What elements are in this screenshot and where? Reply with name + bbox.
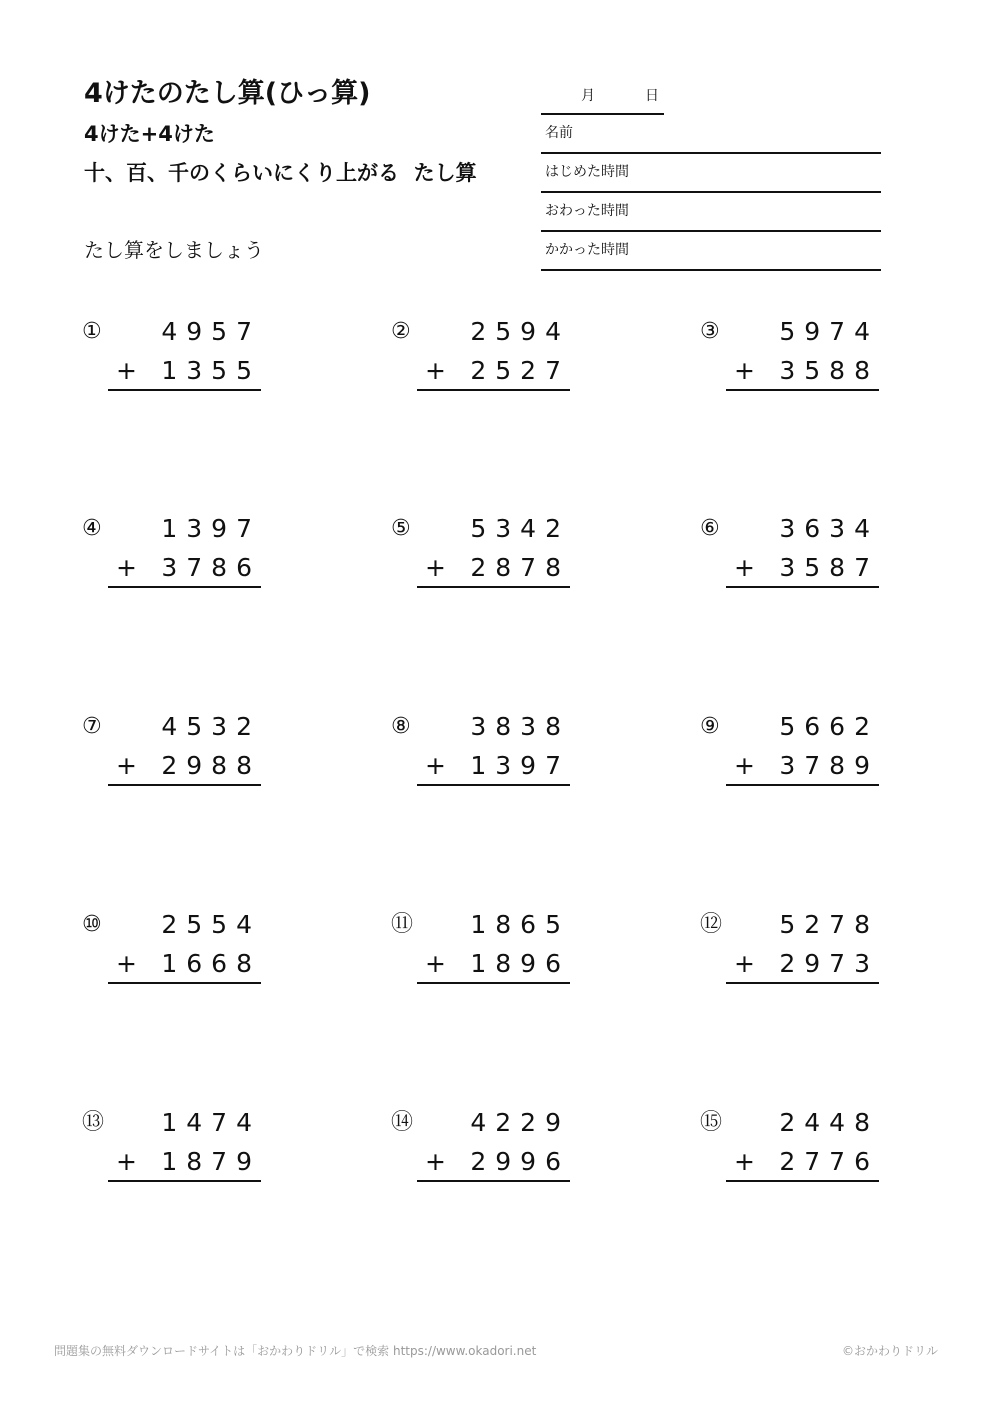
- elapsed-time-field: [541, 232, 881, 271]
- worksheet-description: 十、百、千のくらいにくり上がる たし算: [84, 161, 477, 185]
- footer-copyright: ©おかわりドリル: [841, 1344, 938, 1358]
- addend-bottom-row: [417, 946, 570, 984]
- addend-bottom-row: [726, 353, 879, 391]
- addend-bottom: 3786: [161, 553, 261, 582]
- student-info-box: [541, 74, 881, 271]
- problem-item: [82, 705, 282, 795]
- addend-bottom: 2996: [470, 1147, 570, 1176]
- addend-bottom: 1879: [161, 1147, 261, 1176]
- addend-bottom: 1397: [470, 751, 570, 780]
- addend-bottom-row: [726, 748, 879, 786]
- plus-sign: +: [734, 751, 755, 780]
- addend-bottom-row: [108, 1144, 261, 1182]
- problem-item: [391, 310, 591, 400]
- addend-top: 2448: [779, 1108, 879, 1137]
- addend-top: 4532: [161, 712, 261, 741]
- problem-item: [700, 705, 900, 795]
- problem-number: ⑩: [82, 912, 102, 937]
- footer-site-note: 問題集の無料ダウンロードサイトは「おかわりドリル」で検索 https://www.okadori.net: [54, 1344, 537, 1358]
- addend-bottom: 3789: [779, 751, 879, 780]
- addend-top: 5278: [779, 910, 879, 939]
- problem-item: [82, 1101, 282, 1191]
- problem-item: [700, 903, 900, 993]
- plus-sign: +: [734, 356, 755, 385]
- problem-item: [82, 310, 282, 400]
- problem-number: ②: [391, 319, 411, 344]
- problem-item: [391, 903, 591, 993]
- addend-bottom-row: [726, 1144, 879, 1182]
- addend-top: 2554: [161, 910, 261, 939]
- plus-sign: +: [116, 1147, 137, 1176]
- worksheet-title: 4けたのたし算(ひっ算): [84, 78, 371, 109]
- addend-top: 4957: [161, 317, 261, 346]
- addend-bottom: 2878: [470, 553, 570, 582]
- day-label: 日: [645, 88, 659, 104]
- name-field: [541, 115, 881, 154]
- problem-number: ③: [700, 319, 720, 344]
- problem-item: [700, 1101, 900, 1191]
- addend-top: 5342: [470, 514, 570, 543]
- addend-top: 3634: [779, 514, 879, 543]
- plus-sign: +: [425, 356, 446, 385]
- addend-bottom: 2973: [779, 949, 879, 978]
- plus-sign: +: [734, 949, 755, 978]
- problem-item: [82, 507, 282, 597]
- name-label: 名前: [545, 125, 573, 141]
- addend-bottom: 1355: [161, 356, 261, 385]
- end-time-label: おわった時間: [545, 203, 629, 219]
- plus-sign: +: [734, 553, 755, 582]
- problem-number: ⑫: [700, 912, 723, 937]
- start-time-field: [541, 154, 881, 193]
- plus-sign: +: [425, 553, 446, 582]
- problem-number: ⑬: [82, 1110, 105, 1135]
- plus-sign: +: [116, 553, 137, 582]
- addend-top: 1865: [470, 910, 570, 939]
- addend-bottom-row: [726, 946, 879, 984]
- plus-sign: +: [425, 949, 446, 978]
- problem-number: ①: [82, 319, 102, 344]
- addend-bottom-row: [417, 748, 570, 786]
- addend-top: 1397: [161, 514, 261, 543]
- addend-bottom-row: [108, 748, 261, 786]
- problem-number: ⑪: [391, 912, 414, 937]
- plus-sign: +: [425, 1147, 446, 1176]
- addend-top: 4229: [470, 1108, 570, 1137]
- problem-number: ⑧: [391, 714, 411, 739]
- problem-number: ⑮: [700, 1110, 723, 1135]
- addend-top: 3838: [470, 712, 570, 741]
- addend-bottom-row: [726, 550, 879, 588]
- instruction-text: たし算をしましょう: [84, 238, 264, 262]
- problem-item: [700, 310, 900, 400]
- problem-item: [391, 1101, 591, 1191]
- plus-sign: +: [116, 356, 137, 385]
- problem-number: ⑭: [391, 1110, 414, 1135]
- problem-item: [82, 903, 282, 993]
- addend-bottom-row: [417, 550, 570, 588]
- addend-bottom-row: [108, 946, 261, 984]
- addend-top: 1474: [161, 1108, 261, 1137]
- problem-number: ⑨: [700, 714, 720, 739]
- addend-top: 5662: [779, 712, 879, 741]
- addend-bottom: 2776: [779, 1147, 879, 1176]
- addend-bottom: 2988: [161, 751, 261, 780]
- problem-item: [391, 705, 591, 795]
- addend-bottom: 3587: [779, 553, 879, 582]
- problem-number: ④: [82, 516, 102, 541]
- problem-number: ⑥: [700, 516, 720, 541]
- addend-bottom-row: [108, 550, 261, 588]
- plus-sign: +: [116, 949, 137, 978]
- problem-item: [391, 507, 591, 597]
- worksheet-subtitle: 4けた+4けた: [84, 122, 215, 146]
- addend-bottom-row: [417, 1144, 570, 1182]
- end-time-field: [541, 193, 881, 232]
- worksheet-header: [84, 74, 477, 192]
- addend-top: 2594: [470, 317, 570, 346]
- addend-bottom-row: [417, 353, 570, 391]
- addend-top: 5974: [779, 317, 879, 346]
- addend-bottom-row: [108, 353, 261, 391]
- start-time-label: はじめた時間: [545, 164, 629, 180]
- addend-bottom: 1668: [161, 949, 261, 978]
- date-field: [541, 74, 664, 115]
- plus-sign: +: [116, 751, 137, 780]
- plus-sign: +: [734, 1147, 755, 1176]
- problem-number: ⑤: [391, 516, 411, 541]
- problem-number: ⑦: [82, 714, 102, 739]
- addend-bottom: 3588: [779, 356, 879, 385]
- plus-sign: +: [425, 751, 446, 780]
- elapsed-time-label: かかった時間: [545, 242, 629, 258]
- month-label: 月: [581, 88, 595, 104]
- problem-item: [700, 507, 900, 597]
- addend-bottom: 1896: [470, 949, 570, 978]
- addend-bottom: 2527: [470, 356, 570, 385]
